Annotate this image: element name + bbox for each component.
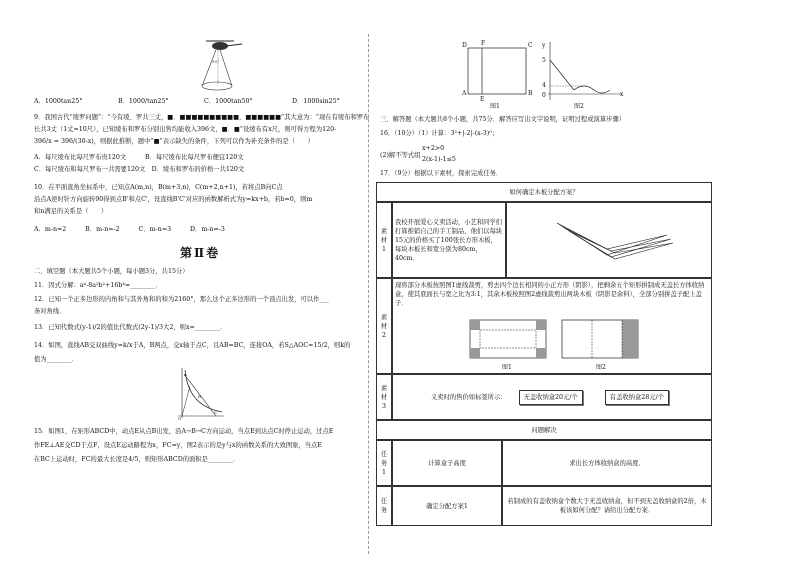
column-divider: [368, 34, 369, 554]
q11: 11．因式分解：a⁴-8a²b²+16b⁴=________．: [34, 282, 162, 289]
q15-line-2: 作FE⊥AE交CD于点F，设点E运动路程为x，FC=y，图2表示的是y与x的函数关系的大致图象，当点E: [34, 442, 322, 449]
q10-line-1: 10．在平面直角坐标系中，已知点A(m,n)，B(m+3,n)，C(m+2,n+1)，若将点B向C点: [34, 184, 283, 191]
label-x: x: [620, 91, 624, 98]
boards-figure: [547, 215, 677, 265]
q10-options: A．m-n=2 B．m-n=-2 C．m-n=3 D．m-n=-3: [34, 226, 225, 233]
q8-option-a: A．1000tan25°: [34, 98, 83, 105]
q12-line-2: 条对角线．: [34, 308, 66, 315]
q8-option-b: B．1000/tan25°: [118, 98, 169, 105]
cut-board-figure-1: [468, 318, 548, 360]
task2-label: 任 务: [376, 486, 392, 526]
task1-desc: 求出长方体收纳盒的高度．: [502, 440, 712, 486]
q16-part2: (2)解不等式组: [380, 152, 421, 159]
solve-header: 三、解答题（本大题共8个小题，共75分．解答应写出文字说明，证明过程或演算步骤）: [380, 116, 626, 123]
svg-text:B: B: [198, 394, 201, 399]
material1-label: 素 材 1: [376, 202, 392, 278]
material2-fig1-caption: 图1: [502, 364, 512, 371]
label-c: C: [528, 42, 533, 49]
task1-name: 计算盒子高度: [392, 440, 502, 486]
material2-label: 素 材 2: [376, 278, 392, 374]
label-a: A: [462, 90, 467, 97]
price-tag-open-box: 无盖收纳盒20元/个: [519, 390, 583, 405]
label-0: 0: [542, 92, 546, 99]
q8-option-c: C．1000tan50°: [204, 98, 253, 105]
material3-text: 义卖时的售价如标签所示：: [431, 393, 507, 401]
svg-text:A: A: [184, 372, 187, 377]
label-e: E: [480, 96, 485, 103]
q15-line-1: 15．如图1，在矩形ABCD中，动点E从点B出发，沿A→B→C方向运动，当点E到达点C时停止运动，过点E: [34, 428, 334, 435]
q10-line-2: 沿点A逆时针方向旋转90得到点B'和点C'，设直线B'C'对应的函数解析式为y=kx+b，若b=0，则m: [34, 196, 313, 203]
q10-line-3: 和n满足的关系是（ ）: [34, 208, 108, 215]
q9-line-4: A．每尺绫布比每尺罗布贵120文 B．每尺绫布比每尺罗布便宜120文: [34, 154, 244, 161]
helicopter-figure: [180, 36, 250, 96]
q16-ineq-2: 2(x-1)-1≤5: [422, 156, 456, 163]
fig1-caption: 图1: [490, 103, 500, 110]
price-tag-lidded-box: 有盖收纳盒28元/个: [605, 390, 669, 405]
material1-text: [392, 202, 506, 278]
label-y: y: [542, 42, 546, 49]
q9-line-2: 长共3丈（1丈=10尺），已知绫布和罗布分别出售均能收入396文，■．■“设绫布有x尺，则可得方程为120-: [34, 126, 337, 133]
q9-line-3: 396/x = 396/(30-x)，则据此推断，题中“■”表示缺失的条件，下列可以作为补充条件的是（ ）: [34, 138, 314, 145]
material3-cell: [392, 374, 712, 420]
material2-fig2-caption: 图2: [596, 364, 606, 371]
q9-line-1: 9．我国古代“绫罗问题”：“今有绫、罗共三丈，■．■■■■■■■■■■，■■■■■■”其大意为：“现在有绫布和罗布: [34, 114, 370, 121]
fig2-caption: 图2: [574, 103, 584, 110]
label-4: 4: [542, 82, 546, 89]
label-5: 5: [542, 57, 546, 64]
task2-name: 确定分配方案1: [392, 486, 502, 526]
q16-part1: 16．（10分）（1）计算：3²+|-2|-(x-3)⁰；: [380, 130, 499, 137]
q13: 13．已知代数式(y-1)/2的值比代数式(2y-1)/3大2，则x=________．: [34, 324, 227, 331]
material3-label: 素 材 3: [376, 374, 392, 420]
task1-label: 任 务 1: [376, 440, 392, 486]
label-d: D: [462, 42, 467, 49]
q12-line-1: 12．已知一个正多边形的内角和与其外角和的和为2160°，那么这个正多边形的一个顶点出发，可以作___: [34, 296, 329, 303]
part2-title: 第Ⅱ卷: [180, 246, 221, 260]
cut-board-figure-2: [560, 318, 640, 360]
material1-figure-cell: [506, 202, 712, 278]
svg-text:C: C: [214, 410, 218, 415]
q8-option-d: D．1000sin25°: [292, 98, 340, 105]
q17: 17．（9分）根据以下素材，探索完成任务．: [380, 170, 503, 177]
svg-text:50°: 50°: [212, 59, 220, 64]
q16-ineq-1: x+2>0: [422, 145, 445, 152]
solve-title: 问题解决: [376, 420, 712, 440]
svg-text:O: O: [178, 416, 182, 421]
q15-line-3: 在BC上运动时，FC的最大长度是4/5，则矩形ABCD的面积是________．: [34, 456, 240, 463]
function-graph-figure: [544, 40, 624, 102]
q14-line-2: 值为________．: [34, 356, 79, 363]
material2-text: 现将部分木板按照图1虚线裁剪，剪去四个边长相同的小正方形（阴影），把剩余五个矩形拼制成无盖长方体收纳盒，使其底面长与宽之比为3:1，其余木板按照图2虚线裁剪出两块木板（阴影是余料），全部分别拼盖子配上盖子．: [395, 282, 705, 307]
label-f: F: [481, 40, 486, 47]
task2-desc-text: 若制成的有盖收纳盒个数大于无盖收纳盒，但不到无盖收纳盒的2倍，木板该如何分配？请给出分配方案．: [507, 498, 707, 514]
q14-line-1: 14．如图，直线AB交双曲线y=k/x于A，B两点，交x轴于点C，且AB=BC，连接OA，若S△AOC=15/2，则k的: [34, 342, 351, 349]
table-title: 如何确定木板分配方案？: [376, 182, 712, 202]
rectangle-figure: [462, 44, 532, 100]
label-b: B: [528, 90, 533, 97]
material2-cell: [392, 278, 712, 374]
material1-text-content: 我校开展爱心义卖活动，小艺和同学们打算推销自己的手工制品，他们以每块15元的价格买了100张长方形木板，每块木板长和宽分别为80cm，40cm．: [395, 218, 503, 262]
q9-line-5: C．每尺绫布和每尺罗布一共需要120文 D．绫布和罗布的价格一共120文: [34, 166, 245, 173]
hyperbola-figure: [172, 366, 226, 420]
fill-header: 二、填空题（本大题共5个小题，每小题3分，共15分）: [34, 268, 189, 275]
task2-desc: [502, 486, 712, 526]
